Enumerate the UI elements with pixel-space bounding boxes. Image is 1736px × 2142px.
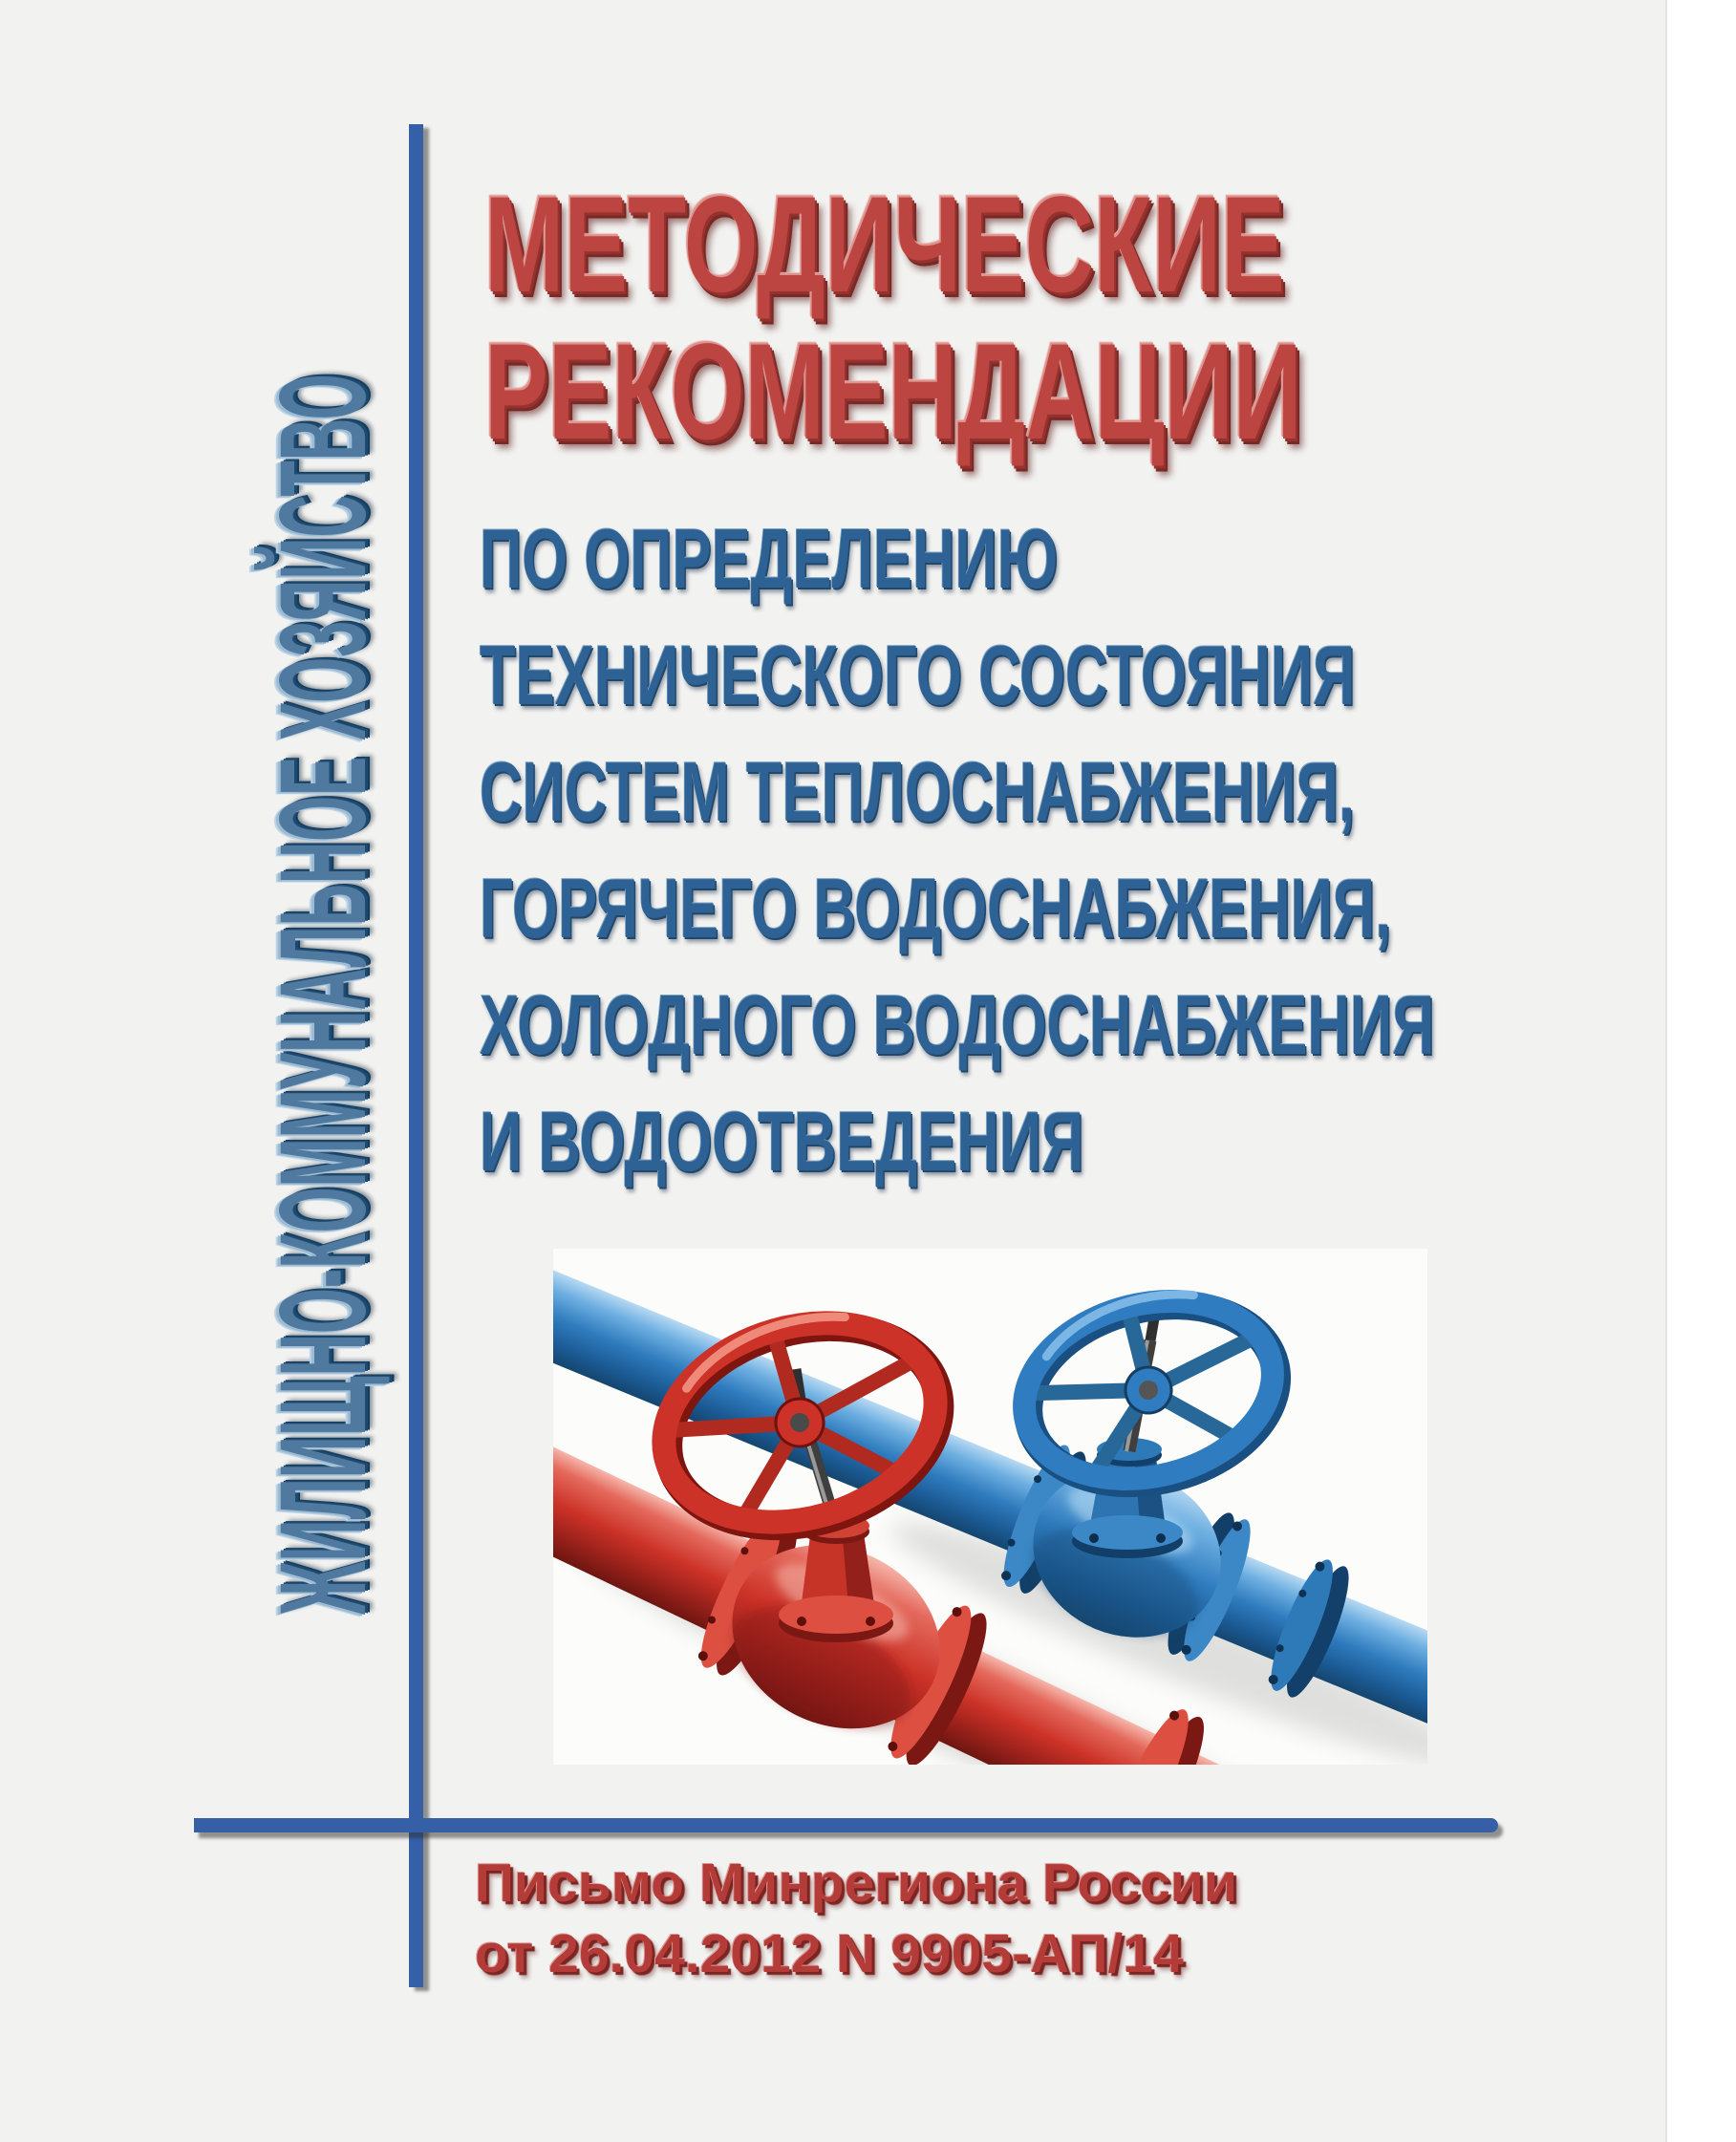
blue-handwheel xyxy=(1004,1271,1296,1509)
pipes-photo-illustration xyxy=(553,1249,1427,1765)
spine-vertical-text xyxy=(255,325,392,1615)
subtitle-line-5: ХОЛОДНОГО ВОДОСНАБЖЕНИЯ xyxy=(480,977,1435,1072)
footer-reference xyxy=(475,1848,1237,1989)
subtitle-line-2: ТЕХНИЧЕСКОГО СОСТОЯНИЯ xyxy=(480,628,1356,722)
subtitle-line-1: ПО ОПРЕДЕЛЕНИЮ xyxy=(480,511,1059,606)
subtitle-line-4: ГОРЯЧЕГО ВОДОСНАБЖЕНИЯ, xyxy=(480,861,1392,955)
cover-subtitle xyxy=(480,501,1736,1200)
horizontal-accent-rule xyxy=(194,1818,1498,1832)
subtitle-line-3: СИСТЕМ ТЕПЛОСНАБЖЕНИЯ, xyxy=(480,744,1356,839)
spine-vertical-text-label: ЖИЛИЩНО-КОММУНАЛЬНОЕ ХОЗЯЙСТВО xyxy=(255,374,392,1615)
title-line-1: МЕТОДИЧЕСКИЕ xyxy=(484,169,1285,321)
subtitle-line-6: И ВОДООТВЕДЕНИЯ xyxy=(480,1094,1084,1189)
pipes-photo-svg xyxy=(553,1249,1427,1765)
cover-title xyxy=(484,169,1652,468)
title-line-2: РЕКОМЕНДАЦИИ xyxy=(484,316,1302,468)
footer-line-1: Письмо Минрегиона России xyxy=(475,1853,1237,1914)
vertical-accent-rule xyxy=(409,124,423,1987)
footer-line-2: от 26.04.2012 N 9905-АП/14 xyxy=(475,1923,1184,1984)
